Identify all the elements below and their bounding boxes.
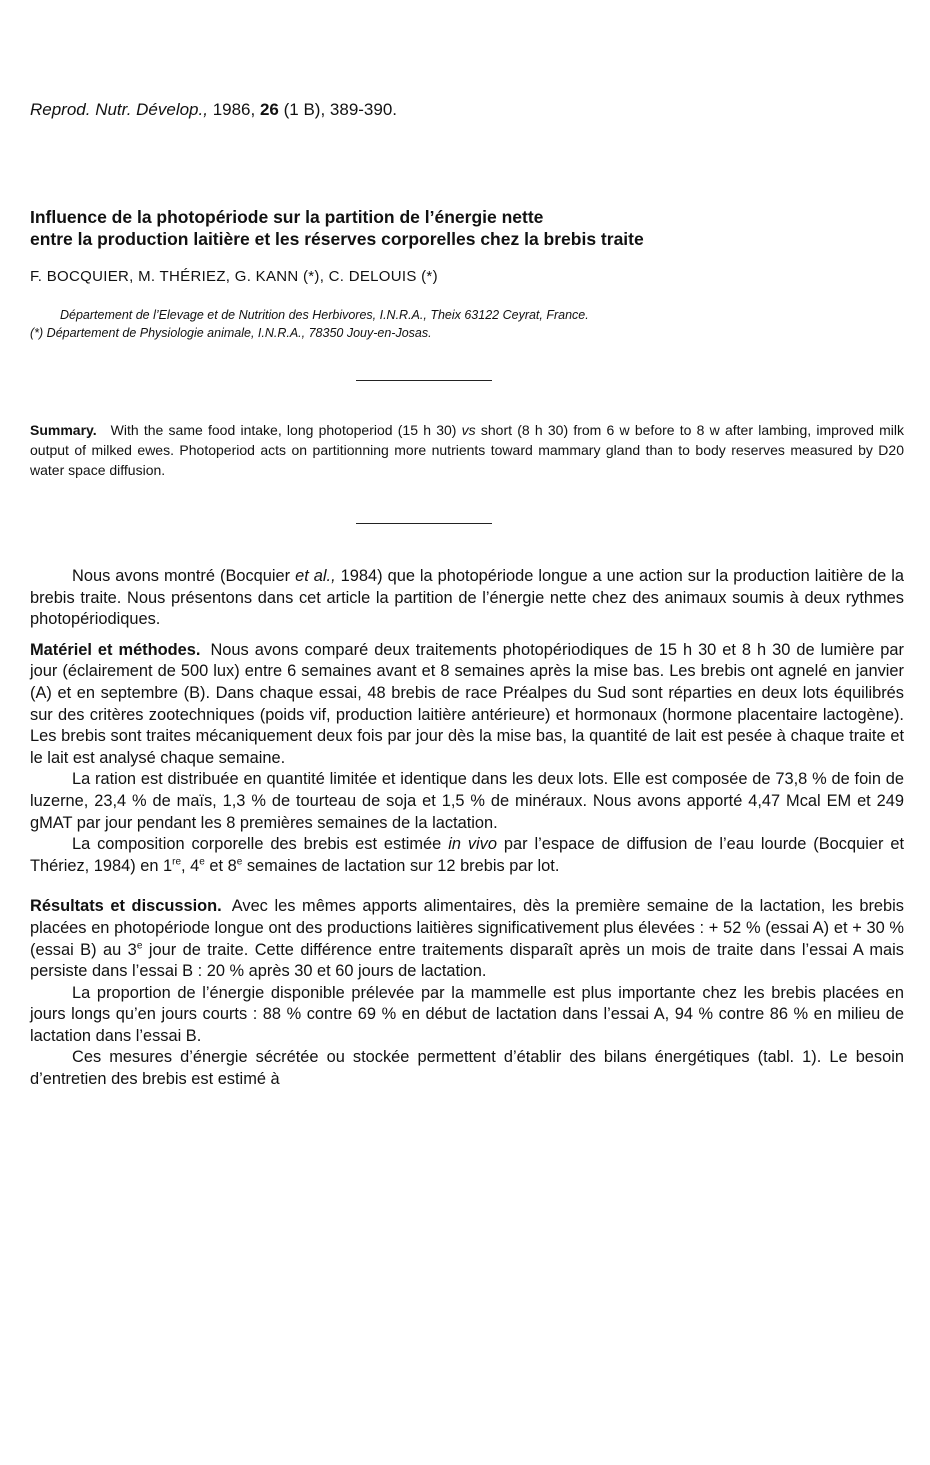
methods-text-3a: La composition corporelle des brebis est estimée bbox=[72, 835, 442, 854]
title-line-1: Influence de la photopériode sur la partition de l’énergie nette bbox=[30, 207, 544, 227]
methods-heading: Matériel et méthodes. bbox=[30, 640, 201, 659]
superscript-1: re bbox=[172, 856, 182, 868]
affiliation-2: (*) Département de Physiologie animale, I.N.R.A., 78350 Jouy-en-Josas. bbox=[30, 326, 432, 340]
journal-name: Reprod. Nutr. Dévelop., bbox=[30, 100, 208, 119]
superscript-results: e bbox=[136, 940, 143, 952]
citation-volume: 26 bbox=[259, 100, 279, 119]
citation-year: 1986, bbox=[212, 100, 256, 119]
methods-paragraph-2: La ration est distribuée en quantité limitée et identique dans les deux lots. Elle est composée de 73,8 % de foin de luzerne, 23,4 % de maïs, 1,3 % de tourteau de soja et 1,5 % de minéraux. Nous avons apporté 4,47 Mcal EM et 249 gMAT par jour pendant les 8 premières semaines de la lactation. bbox=[30, 770, 904, 832]
methods-text-3c: , 4 bbox=[181, 856, 200, 875]
results-paragraph-2: La proportion de l’énergie disponible prélevée par la mammelle est plus importante chez les brebis placées en jours longs qu’en jours courts : 88 % contre 69 % en début de lactation dans l’essai A, 94 % contre 86 % en milieu de lactation dans l’essai B. bbox=[30, 983, 904, 1045]
methods-text-3e: semaines de lactation sur 12 brebis par lot. bbox=[242, 856, 560, 875]
article-body bbox=[30, 566, 904, 1091]
author-list: F. BOCQUIER, M. THÉRIEZ, G. KANN (*), C. DELOUIS (*) bbox=[30, 268, 438, 285]
summary-vs: vs bbox=[461, 422, 476, 438]
results-text-1b: jour de traite. Cette différence entre traitements disparaît après un mois de traite dans l’essai A mais persiste dans l’essai B : 20 % après 30 et 60 jours de lactation. bbox=[30, 940, 904, 981]
superscript-2: e bbox=[199, 856, 205, 868]
citation-issue-pages: (1 B), 389-390. bbox=[283, 100, 398, 119]
methods-paragraph-1 bbox=[30, 640, 904, 770]
affiliations bbox=[30, 306, 910, 342]
article-title bbox=[30, 206, 900, 250]
methods-invivo: in vivo bbox=[448, 835, 497, 854]
methods-text-3b: par l’espace de diffusion de l’eau lourde (Bocquier et Thériez, 1984) en 1 bbox=[30, 835, 904, 875]
intro-paragraph bbox=[30, 566, 904, 631]
summary-block bbox=[30, 420, 904, 480]
results-paragraph-1 bbox=[30, 896, 904, 982]
methods-text-1: Nous avons comparé deux traitements photopériodiques de 15 h 30 et 8 h 30 de lumière par jour (éclairement de 500 lux) entre 6 semaines avant et 8 semaines après la mise bas. Les brebis ont agnelé en janvier (A) et en septembre (B). Dans chaque essai, 48 brebis de race Préalpes du Sud sont réparties en deux lots équilibrés sur des critères zootechniques (poids vif, production laitière antérieure) et hormonaux (hormone placentaire lactogène). Les brebis sont traites mécaniquement deux fois par jour dès la mise bas, la quantité de lait est pesée à chaque traite et le lait est analysé chaque semaine. bbox=[30, 640, 904, 767]
results-heading: Résultats et discussion. bbox=[30, 897, 222, 916]
summary-text-a: With the same food intake, long photoperiod (15 h 30) bbox=[110, 422, 457, 438]
intro-text-a: Nous avons montré (Bocquier bbox=[72, 567, 291, 585]
journal-citation bbox=[30, 100, 397, 120]
methods-text-3d: et 8 bbox=[204, 856, 237, 875]
divider-rule-2 bbox=[356, 523, 492, 524]
summary-text-b: short (8 h 30) from 6 w before to 8 w after lambing, improved milk output of milked ewes. Photoperiod acts on partitionning more nutrients toward mammary gland than to body reserves measured by D20 water space diffusion. bbox=[30, 422, 905, 478]
superscript-3: e bbox=[236, 856, 243, 868]
results-paragraph-3: Ces mesures d’énergie sécrétée ou stockée permettent d’établir des bilans énergétiques (tabl. 1). Le besoin d’entretien des brebis est estimé à bbox=[30, 1048, 904, 1089]
title-line-2: entre la production laitière et les réserves corporelles chez la brebis traite bbox=[30, 229, 644, 249]
summary-label: Summary. bbox=[30, 422, 97, 438]
divider-rule bbox=[356, 380, 492, 381]
affiliation-1: Département de l’Elevage et de Nutrition des Herbivores, I.N.R.A., Theix 63122 Ceyrat, France. bbox=[60, 308, 589, 322]
intro-etal: et al., bbox=[295, 567, 336, 585]
results-text-1a: Avec les mêmes apports alimentaires, dès la première semaine de la lactation, les brebis placées en photopériode longue ont des productions laitières significativement plus élevées : + 52 % (essai A) et + 30 % (essai B) au 3 bbox=[30, 897, 904, 959]
methods-paragraph-3 bbox=[30, 834, 904, 877]
intro-text-b: 1984) que la photopériode longue a une action sur la production laitière de la brebis traite. Nous présentons dans cet article la partition de l’énergie nette chez des animaux soumis à deux rythmes photopériodiques. bbox=[30, 567, 905, 629]
